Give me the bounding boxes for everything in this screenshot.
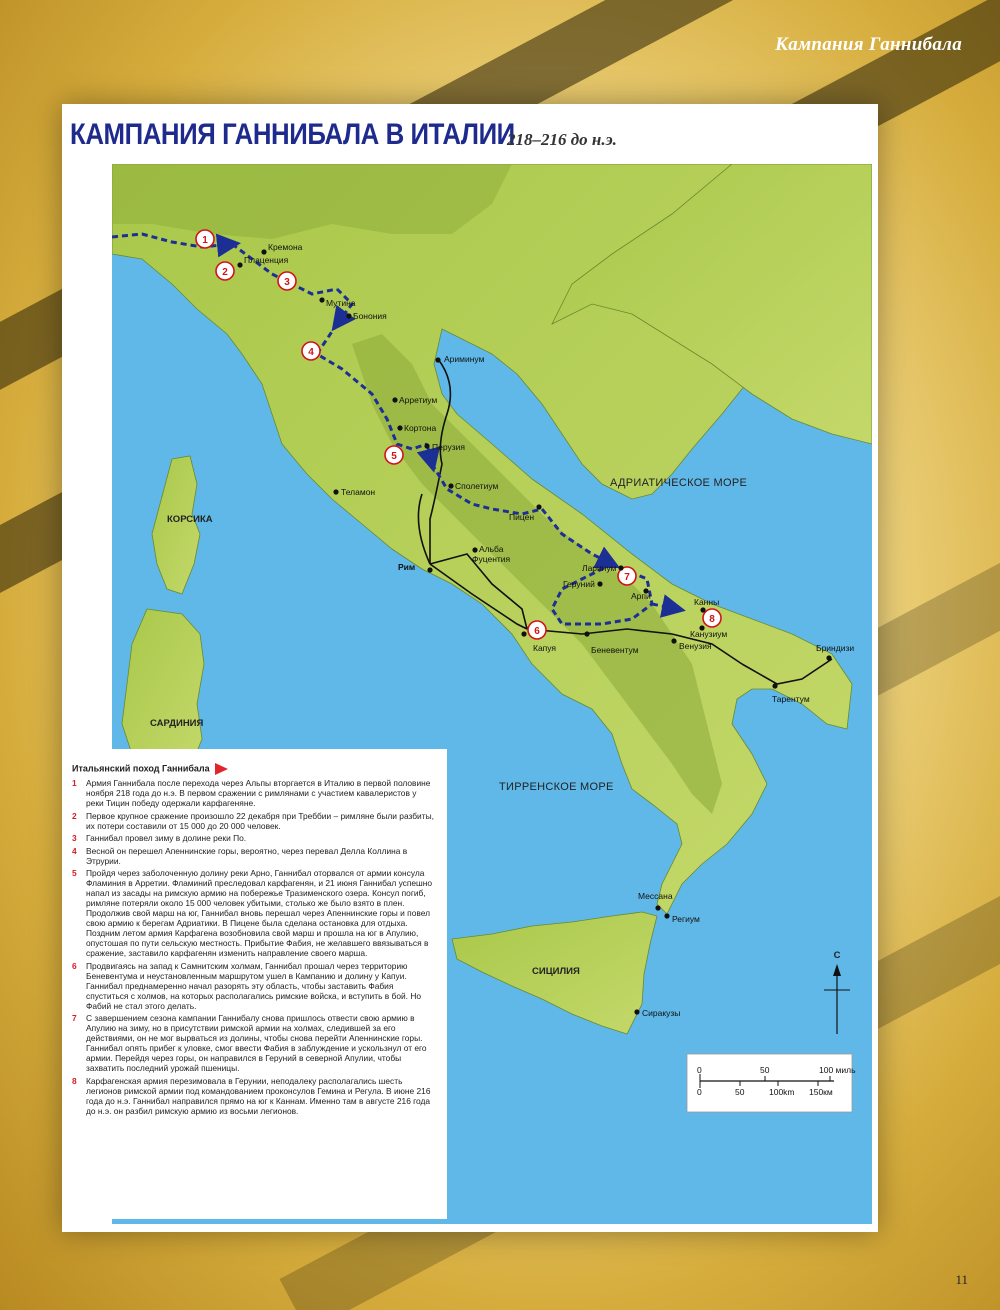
city-fucentia: Фуцентия: [472, 554, 511, 564]
scale-km-150: 150км: [809, 1087, 833, 1097]
city-dot-spoletium: [448, 483, 453, 488]
city-picenum: Пицен: [509, 512, 535, 522]
marker-7-label: 7: [624, 572, 630, 583]
scale-miles-0: 0: [697, 1065, 702, 1075]
city-dot-gerunium: [597, 581, 602, 586]
city-dot-cremona: [261, 249, 266, 254]
legend-item-number: 1: [72, 778, 77, 788]
legend-item: [72, 1013, 436, 1073]
city-dot-mutina: [319, 297, 324, 302]
city-cannae: Канны: [694, 597, 720, 607]
city-rome: Рим: [398, 562, 416, 572]
legend-item: [72, 778, 436, 808]
legend-item-number: 3: [72, 833, 77, 843]
city-dot-perusia: [424, 443, 429, 448]
legend-box: [62, 749, 447, 1219]
legend-item-text: Первое крупное сражение произошло 22 декабря при Треббии – римляне были разбиты, их потери составили от 15 000 до 20 000 человек.: [86, 810, 434, 831]
city-dot-picenum: [536, 504, 541, 509]
marker-6-label: 6: [534, 626, 540, 637]
scale-miles-100: 100 миль: [819, 1065, 856, 1075]
city-dot-rome: [427, 567, 432, 572]
city-arretium: Арретиум: [399, 395, 438, 405]
marker-4-label: 4: [308, 347, 314, 358]
city-telamon: Теламон: [341, 487, 376, 497]
city-ariminum: Ариминум: [444, 354, 485, 364]
scale-bar: [687, 1054, 856, 1112]
marker-8-label: 8: [709, 614, 715, 625]
scale-km-50: 50: [735, 1087, 745, 1097]
legend-item-text: Карфагенская армия перезимовала в Герунии, неподалеку располагались шесть легионов римской армии под командованием проконсулов Гемина и Регула. В июне 216 года до н.э. Ганнибал направился прямо на юг к Каннам. Именно там в августе 216 года до н.э. он разбил римскую армию из восьми легионов.: [86, 1075, 431, 1116]
legend-item-number: 6: [72, 960, 77, 971]
island-sicily: СИЦИЛИЯ: [532, 966, 580, 977]
city-bononia: Бонония: [353, 311, 387, 321]
legend-item: [72, 833, 436, 843]
legend-item: [72, 811, 436, 831]
city-canusium: Канузиум: [690, 629, 728, 639]
marker-1-label: 1: [202, 235, 208, 246]
route-arrow-icon: [215, 763, 228, 775]
legend-item-number: 4: [72, 845, 77, 856]
city-dot-brundisium: [826, 655, 831, 660]
city-spoletium: Сполетиум: [455, 481, 499, 491]
legend-item: [72, 961, 436, 1011]
city-mutina: Мутина: [326, 298, 356, 308]
marker-5-label: 5: [391, 451, 397, 462]
city-syracuse: Сиракузы: [642, 1008, 681, 1018]
city-dot-capua: [521, 631, 526, 636]
legend-item: [72, 868, 436, 958]
city-cremona: Кремона: [268, 242, 303, 252]
legend-title: [72, 763, 436, 775]
title-main: КАМПАНИЯ ГАННИБАЛА В ИТАЛИИ: [70, 118, 515, 151]
legend-item-text: Пройдя через заболоченную долину реки Арно, Ганнибал оторвался от армии консула Фламиния в Арретии. Фламиний преследовал карфагенян, и 21 июня Ганнибал успешно напал из засады на римскую армию на побережье Тразименского озера. Консул погиб, римляне потеряли около 15 000 человек убитыми, столько же было взято в плен. Продолжив свой марш на юг, Ганнибал вновь перешал через Апеннинские горы и повел свою армию к берегам Адриатики. В Пицене была сделана остановка для отдыха. Поздним летом армия Карфагена возобновила свой марш и прошла на юг в Апулию, опустошая по пути сельскую местность. Прибытие Фабия, не желавшего ввязываться в сражение, заставило карфагенян изменить направление своего марша.: [86, 868, 433, 958]
legend-item-text: Ганнибал провел зиму в долине реки По.: [86, 833, 247, 843]
page-number: 11: [955, 1272, 968, 1287]
city-alba: Альба: [479, 544, 504, 554]
city-regium: Региум: [672, 914, 700, 924]
city-arpi: Арпи: [631, 591, 651, 601]
city-dot-telamon: [333, 489, 338, 494]
marker-3-label: 3: [284, 277, 290, 288]
city-dot-larinum: [618, 565, 623, 570]
scale-km-100: 100km: [769, 1087, 795, 1097]
section-header-title: Кампания Ганнибала: [775, 34, 962, 55]
page-title: [70, 118, 617, 152]
content-panel: [62, 104, 878, 1232]
city-dot-arretium: [392, 397, 397, 402]
legend-content: [72, 763, 436, 1118]
scale-km-0: 0: [697, 1087, 702, 1097]
city-beneventum: Беневентум: [591, 645, 639, 655]
scale-miles-50: 50: [760, 1065, 770, 1075]
city-dot-messana: [655, 905, 660, 910]
city-tarentum: Тарентум: [772, 694, 810, 704]
island-corsica: КОРСИКА: [167, 514, 213, 525]
city-dot-cortona: [397, 425, 402, 430]
city-perusia: Перузия: [432, 442, 465, 452]
city-dot-placentia: [237, 262, 242, 267]
legend-item-number: 5: [72, 868, 77, 878]
legend-item-text: Армия Ганнибала после перехода через Альпы вторгается в Италию в первой половине ноября 218 года до н.э. В первом сражении с римлянами с участием кавалеристов у реки Тицин победу одержали карфагеняне.: [86, 778, 431, 808]
sea-tyrrhenian: ТИРРЕНСКОЕ МОРЕ: [499, 781, 614, 793]
legend-item-number: 7: [72, 1013, 77, 1023]
city-dot-beneventum: [584, 631, 589, 636]
legend-item-text: Продвигаясь на запад к Самнитским холмам, Ганнибал прошал через территорию Беневентума и неустановленным маршрутом ушел в Кампанию и долину у Капуи. Ганнибал преднамеренно начал разорять эту область, чтобы заставить Фабия спуститься с холмов, на которых располагались римские войска, и вступить в бой. Но Фабий не стал этого делать.: [86, 960, 422, 1011]
legend-title-text: Итальянский поход Ганнибала: [72, 763, 210, 774]
city-dot-alba: [472, 547, 477, 552]
legend-item-number: 8: [72, 1075, 77, 1086]
legend-item-text: С завершением сезона кампании Ганнибалу снова пришлось отвести свою армию в Апулию на зиму, но в присутствии римской армии на холмах, следившей за его действиями, он не мог вырваться из долины, чтобы снова перейти Апеннинские горы. Ганнибал опять прибег к уловке, смог ввести Фабия в заблуждение и ускользнул от его армии. Перейдя через горы, он направился в Геруний в северной Апулии, чтобы захватить последний урожай пшеницы.: [86, 1013, 427, 1073]
city-placentia: Плаценция: [244, 255, 289, 265]
scale-box: [687, 1054, 852, 1112]
legend-item: [72, 1076, 436, 1116]
city-dot-regium: [664, 913, 669, 918]
city-dot-bononia: [346, 313, 351, 318]
legend-item: [72, 846, 436, 866]
city-larinum: Ларинум: [582, 563, 617, 573]
island-sardinia: САРДИНИЯ: [150, 718, 204, 729]
city-brundisium: Бриндизи: [816, 643, 855, 653]
city-dot-ariminum: [435, 357, 440, 362]
city-cortona: Кортона: [404, 423, 437, 433]
city-dot-syracuse: [634, 1009, 639, 1014]
compass-north-label: С: [833, 950, 841, 961]
sea-adriatic: АДРИАТИЧЕСКОЕ МОРЕ: [610, 477, 748, 489]
marker-2-label: 2: [222, 267, 228, 278]
legend-item-text: Весной он перешел Апеннинские горы, вероятно, через перевал Делла Коллина в Этрурии.: [86, 845, 408, 866]
city-dot-cannae: [700, 607, 705, 612]
title-years: 218–216 до н.э.: [507, 130, 617, 149]
city-dot-tarentum: [772, 683, 777, 688]
city-gerunium: Геруний: [563, 579, 595, 589]
city-capua: Капуя: [533, 643, 557, 653]
city-venusia: Венузия: [679, 641, 712, 651]
city-messana: Мессана: [638, 891, 673, 901]
legend-item-number: 2: [72, 810, 77, 821]
city-dot-venusia: [671, 638, 676, 643]
